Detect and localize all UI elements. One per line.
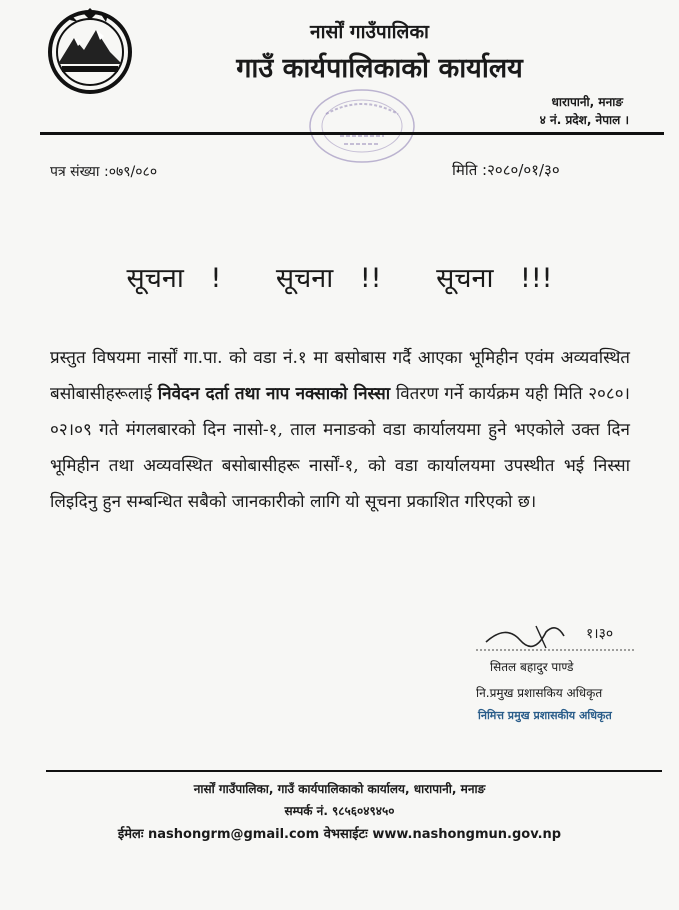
signature-date: १।३०: [586, 626, 614, 642]
date-label: मिति :: [452, 161, 488, 179]
body-part-2: वितरण गर्ने कार्यक्रम यही मिति २०८०।०२।०९ गते मंगलबारको दिन नासो-१, ताल मनाङको वडा कार्यालयमा हुने भएकोले उक्त दिन भूमिहीन तथा अव्यवस्थित बसोबासीहरू नार्सों-१, को वडा कार्यालयमा उपस्थीत भई निस्सा लिइदिनु हुन सम्बन्धित सबैको जानकारीको लागि यो सूचना प्रकाशित गरिएको छ।: [50, 384, 630, 512]
email-label: ईमेलः: [117, 827, 144, 842]
address-line-2: ४ नं. प्रदेश, नेपाल ।: [539, 113, 629, 127]
notice-body: [50, 340, 630, 520]
ref-label: पत्र संख्या :: [50, 164, 109, 180]
reference-number: [50, 162, 157, 181]
footer-contact: सम्पर्क नं. ९८५६०४९४५०: [284, 804, 395, 818]
email-link[interactable]: nashongrm@gmail.com: [148, 827, 320, 842]
website-label: वेभसाईटः: [323, 827, 368, 842]
notice-heading: [0, 258, 679, 295]
body-bold: निवेदन दर्ता तथा नाप नक्साको निस्सा: [157, 384, 391, 404]
signatory-title: नि.प्रमुख प्रशासकिय अधिकृत: [476, 686, 603, 700]
ref-value: ०७९/०८०: [108, 164, 158, 180]
header-divider: [40, 132, 664, 135]
date-value: २०८०/०१/३०: [487, 161, 560, 179]
notice-word-3: सूचना !!!: [436, 263, 553, 294]
notice-word-1: सूचना !: [126, 263, 222, 294]
footer-divider: [46, 770, 662, 772]
body-part-1: प्रस्तुत विषयमा नार्सों गा.पा. को वडा नं.१ मा बसोबास गर्दै आएका भूमिहीन एवंम अव्यवस्थित बसोबासीहरूलाई: [50, 348, 630, 404]
letter-date: [452, 160, 560, 180]
footer-address: नार्सों गाउँपालिका, गाउँ कार्यपालिकाको कार्यालय, धारापानी, मनाङ: [193, 782, 486, 796]
signatory-name: सितल बहादुर पाण्डे: [490, 660, 574, 674]
address-line-1: धारापानी, मनाङ: [551, 95, 623, 109]
signature: [476, 618, 646, 658]
website-link[interactable]: www.nashongmun.gov.np: [372, 827, 562, 842]
notice-word-2: सूचना !!: [275, 263, 382, 294]
footer-online: [0, 824, 679, 842]
office-title: गाउँ कार्यपालिकाको कार्यालय: [236, 53, 523, 84]
municipality-name: नार्सों गाउँपालिका: [310, 21, 429, 43]
signatory-stamp: निमित्त प्रमुख प्रशासकीय अधिकृत: [478, 709, 612, 722]
office-stamp: [300, 84, 420, 168]
